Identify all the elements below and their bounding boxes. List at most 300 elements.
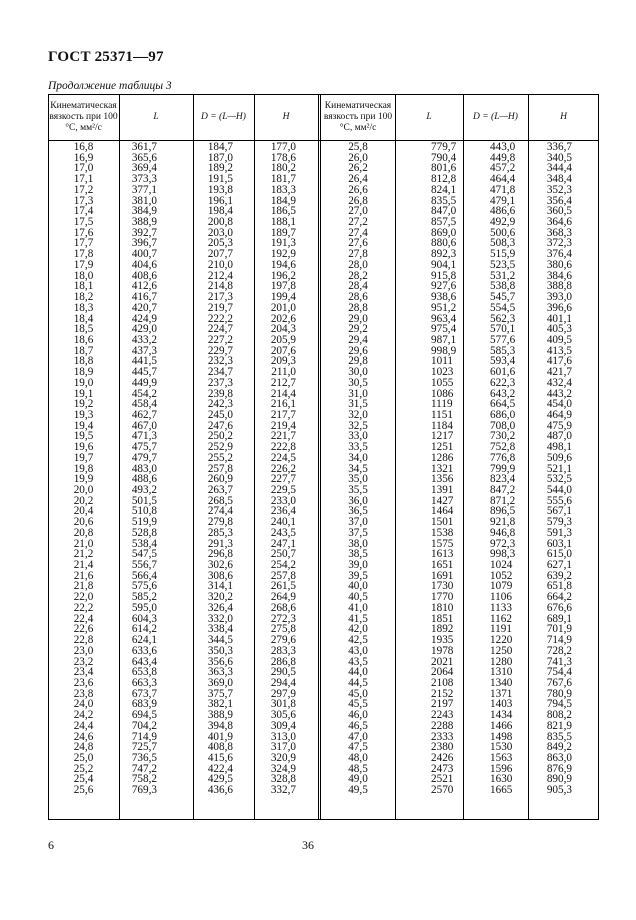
table-cell: 1613 xyxy=(431,548,454,561)
table-cell: 48,0 xyxy=(348,751,368,764)
table-cell: 356,4 xyxy=(546,194,572,207)
table-cell: 296,8 xyxy=(207,548,233,561)
table-cell: 290,5 xyxy=(270,666,296,679)
table-cell: 880,6 xyxy=(431,237,457,250)
table-cell: 227,7 xyxy=(270,473,296,486)
table-cell: 401,1 xyxy=(546,312,572,325)
table-cell: 264,9 xyxy=(270,591,296,604)
table-cell: 443,2 xyxy=(546,387,572,400)
table-cell: 375,7 xyxy=(207,687,233,700)
table-cell: 436,6 xyxy=(207,784,233,797)
table-cell: 531,2 xyxy=(490,269,516,282)
table-cell: 663,3 xyxy=(131,676,157,689)
header-divider xyxy=(48,140,599,141)
table-cell: 18,6 xyxy=(73,333,94,346)
table-cell: 1770 xyxy=(431,591,454,604)
table-cell: 454,0 xyxy=(546,398,572,411)
table-cell: 26,8 xyxy=(348,194,368,207)
table-cell: 676,6 xyxy=(546,601,572,614)
column-D-left xyxy=(193,142,233,796)
table-cell: 622,3 xyxy=(490,376,516,389)
table-cell: 1691 xyxy=(431,569,454,582)
table-cell: 869,0 xyxy=(431,226,457,239)
table-cell: 1011 xyxy=(431,355,453,368)
table-cell: 45,5 xyxy=(348,698,368,711)
table-cell: 42,5 xyxy=(348,634,368,647)
table-cell: 2021 xyxy=(431,655,454,668)
table-cell: 408,8 xyxy=(207,741,233,754)
table-cell: 16,8 xyxy=(73,141,94,153)
table-cell: 257,8 xyxy=(270,569,296,582)
table-cell: 227,2 xyxy=(207,333,233,346)
table-cell: 268,5 xyxy=(207,494,233,507)
table-cell: 39,0 xyxy=(348,559,368,572)
table-cell: 193,8 xyxy=(207,183,233,196)
table-cell: 17,3 xyxy=(73,194,94,207)
table-cell: 196,1 xyxy=(207,194,233,207)
table-cell: 23,4 xyxy=(73,666,94,679)
table-cell: 24,4 xyxy=(73,719,94,732)
table-cell: 18,2 xyxy=(73,291,94,304)
table-cell: 377,1 xyxy=(131,183,157,196)
table-cell: 483,0 xyxy=(131,462,157,475)
table-cell: 2197 xyxy=(431,698,454,711)
table-cell: 1371 xyxy=(490,687,513,700)
table-cell: 25,0 xyxy=(73,751,94,764)
table-cell: 356,6 xyxy=(207,655,233,668)
table-cell: 320,9 xyxy=(270,751,296,764)
table-cell: 1086 xyxy=(431,387,454,400)
table-cell: 189,7 xyxy=(270,226,296,239)
standard-title: ГОСТ 25371—97 xyxy=(48,49,164,65)
table-cell: 523,5 xyxy=(490,258,516,271)
table-cell: 714,9 xyxy=(546,634,572,647)
table-cell: 285,3 xyxy=(207,526,233,539)
table-cell: 381,0 xyxy=(131,194,157,207)
table-cell: 196,2 xyxy=(270,269,296,282)
table-cell: 21,4 xyxy=(73,559,94,572)
table-cell: 24,8 xyxy=(73,741,94,754)
table-cell: 835,5 xyxy=(546,730,572,743)
table-cell: 194,6 xyxy=(270,258,296,271)
table-cell: 239,8 xyxy=(207,387,233,400)
table-cell: 475,9 xyxy=(546,419,572,432)
table-cell: 471,8 xyxy=(490,183,516,196)
table-cell: 593,4 xyxy=(490,355,516,368)
table-cell: 20,0 xyxy=(73,484,94,496)
table-cell: 639,2 xyxy=(546,569,572,582)
table-cell: 21,2 xyxy=(73,548,94,561)
table-cell: 26,4 xyxy=(348,173,368,186)
table-cell: 420,7 xyxy=(131,301,157,314)
table-cell: 445,7 xyxy=(131,366,157,379)
table-cell: 19,4 xyxy=(73,419,94,432)
table-cell: 19,6 xyxy=(73,441,94,454)
table-cell: 205,3 xyxy=(207,237,233,250)
table-cell: 22,0 xyxy=(73,591,94,604)
table-cell: 2473 xyxy=(431,762,454,775)
table-cell: 19,5 xyxy=(73,430,94,443)
table-cell: 614,2 xyxy=(131,623,157,636)
table-cell: 245,0 xyxy=(207,408,233,421)
table-cell: 224,5 xyxy=(270,451,296,464)
table-cell: 752,8 xyxy=(490,441,516,454)
table-cell: 214,8 xyxy=(207,280,233,293)
table-cell: 567,1 xyxy=(546,505,572,518)
table-cell: 388,9 xyxy=(207,709,233,722)
table-cell: 368,3 xyxy=(546,226,572,239)
table-cell: 488,6 xyxy=(131,473,157,486)
table-cell: 2521 xyxy=(431,773,454,786)
table-cell: 188,1 xyxy=(270,216,296,229)
table-cell: 686,0 xyxy=(490,408,516,421)
table-cell: 790,4 xyxy=(431,151,457,164)
table-cell: 361,7 xyxy=(131,141,157,153)
table-cell: 34,0 xyxy=(348,451,368,464)
table-cell: 41,0 xyxy=(348,601,368,614)
table-cell: 17,5 xyxy=(73,216,94,229)
table-cell: 927,6 xyxy=(431,280,457,293)
table-cell: 19,9 xyxy=(73,473,94,486)
table-cell: 824,1 xyxy=(431,183,457,196)
table-cell: 348,4 xyxy=(546,173,572,186)
table-cell: 475,7 xyxy=(131,441,157,454)
table-cell: 429,5 xyxy=(207,773,233,786)
table-cell: 2243 xyxy=(431,709,454,722)
table-cell: 915,8 xyxy=(431,269,457,282)
table-cell: 1978 xyxy=(431,644,454,657)
table-cell: 47,5 xyxy=(348,741,368,754)
table-cell: 555,6 xyxy=(546,494,572,507)
table-cell: 728,2 xyxy=(546,644,572,657)
table-cell: 1730 xyxy=(431,580,454,593)
table-cell: 408,6 xyxy=(131,269,157,282)
table-cell: 17,1 xyxy=(73,173,94,186)
table-cell: 1184 xyxy=(431,419,453,432)
table-cell: 1052 xyxy=(490,569,513,582)
header-H-left: H xyxy=(282,111,290,122)
column-L-left xyxy=(119,142,157,796)
table-cell: 336,7 xyxy=(546,141,572,153)
table-cell: 486,6 xyxy=(490,205,516,218)
table-cell: 18,4 xyxy=(73,312,94,325)
header-viscosity-left: Кинематическая вязкость при 100 °С, мм²/с xyxy=(49,100,118,133)
table-cell: 847,2 xyxy=(490,484,516,496)
table-cell: 730,2 xyxy=(490,430,516,443)
table-cell: 18,9 xyxy=(73,366,94,379)
table-cell: 2570 xyxy=(431,784,454,797)
table-cell: 279,8 xyxy=(207,516,233,529)
table-cell: 694,5 xyxy=(131,709,157,722)
table-cell: 22,2 xyxy=(73,601,94,614)
table-cell: 433,2 xyxy=(131,333,157,346)
table-cell: 689,1 xyxy=(546,612,572,625)
table-cell: 229,5 xyxy=(270,484,296,496)
header-L-left: L xyxy=(153,111,159,122)
table-cell: 21,8 xyxy=(73,580,94,593)
table-cell: 388,8 xyxy=(546,280,572,293)
table-cell: 579,3 xyxy=(546,516,572,529)
table-cell: 20,4 xyxy=(73,505,94,518)
table-cell: 21,0 xyxy=(73,537,94,550)
table-cell: 946,8 xyxy=(490,526,516,539)
column-viscosity-right xyxy=(321,142,395,796)
table-cell: 237,3 xyxy=(207,376,233,389)
table-cell: 360,5 xyxy=(546,205,572,218)
table-cell: 462,7 xyxy=(131,408,157,421)
table-cell: 376,4 xyxy=(546,248,572,261)
header-D-right: D = (L—H) xyxy=(473,111,518,122)
table-cell: 332,7 xyxy=(270,784,296,797)
table-cell: 214,4 xyxy=(270,387,296,400)
table-cell: 19,1 xyxy=(73,387,94,400)
table-cell: 201,0 xyxy=(270,301,296,314)
table-cell: 437,3 xyxy=(131,344,157,357)
table-cell: 416,7 xyxy=(131,291,157,304)
table-cell: 25,4 xyxy=(73,773,94,786)
table-cell: 17,6 xyxy=(73,226,94,239)
table-cell: 22,6 xyxy=(73,623,94,636)
table-cell: 283,3 xyxy=(270,644,296,657)
table-cell: 247,6 xyxy=(207,419,233,432)
table-cell: 449,9 xyxy=(131,376,157,389)
table-cell: 180,2 xyxy=(270,162,296,175)
table-cell: 224,7 xyxy=(207,323,233,336)
table-cell: 255,2 xyxy=(207,451,233,464)
table-cell: 544,0 xyxy=(546,484,572,496)
table-cell: 501,5 xyxy=(131,494,157,507)
table-cell: 19,7 xyxy=(73,451,94,464)
header-H-right: H xyxy=(560,111,567,122)
table-cell: 29,8 xyxy=(348,355,368,368)
table-cell: 301,8 xyxy=(270,698,296,711)
table-cell: 1596 xyxy=(490,762,513,775)
table-cell: 49,0 xyxy=(348,773,368,786)
table-cell: 43,0 xyxy=(348,644,368,657)
table-cell: 232,3 xyxy=(207,355,233,368)
table-cell: 538,4 xyxy=(131,537,157,550)
table-cell: 595,0 xyxy=(131,601,157,614)
table-cell: 653,8 xyxy=(131,666,157,679)
table-cell: 364,6 xyxy=(546,216,572,229)
table-cell: 305,6 xyxy=(270,709,296,722)
table-cell: 863,0 xyxy=(546,751,572,764)
table-cell: 643,2 xyxy=(490,387,516,400)
table-cell: 308,6 xyxy=(207,569,233,582)
table-cell: 515,9 xyxy=(490,248,516,261)
table-cell: 204,3 xyxy=(270,323,296,336)
table-cell: 758,2 xyxy=(131,773,157,786)
table-cell: 240,1 xyxy=(270,516,296,529)
table-cell: 226,2 xyxy=(270,462,296,475)
table-cell: 725,7 xyxy=(131,741,157,754)
table-cell: 28,6 xyxy=(348,291,368,304)
table-cell: 1434 xyxy=(490,709,513,722)
table-cell: 857,5 xyxy=(431,216,457,229)
table-cell: 585,3 xyxy=(490,344,516,357)
table-cell: 18,8 xyxy=(73,355,94,368)
table-cell: 591,3 xyxy=(546,526,572,539)
table-cell: 29,6 xyxy=(348,344,368,357)
table-cell: 48,5 xyxy=(348,762,368,775)
table-cell: 272,3 xyxy=(270,612,296,625)
column-H-right xyxy=(528,142,572,796)
table-cell: 24,2 xyxy=(73,709,94,722)
table-cell: 443,0 xyxy=(490,141,516,153)
table-cell: 1217 xyxy=(431,430,454,443)
table-cell: 890,9 xyxy=(546,773,572,786)
table-cell: 320,2 xyxy=(207,591,233,604)
table-cell: 664,5 xyxy=(490,398,516,411)
table-cell: 219,7 xyxy=(207,301,233,314)
table-cell: 1935 xyxy=(431,634,454,647)
table-cell: 43,5 xyxy=(348,655,368,668)
table-cell: 1310 xyxy=(490,666,513,679)
table-cell: 254,2 xyxy=(270,559,296,572)
table-cell: 972,3 xyxy=(490,537,516,550)
table-cell: 313,0 xyxy=(270,730,296,743)
table-cell: 392,7 xyxy=(131,226,157,239)
table-cell: 189,2 xyxy=(207,162,233,175)
table-cell: 2152 xyxy=(431,687,454,700)
table-cell: 22,4 xyxy=(73,612,94,625)
table-cell: 532,5 xyxy=(546,473,572,486)
table-cell: 34,5 xyxy=(348,462,368,475)
table-cell: 191,3 xyxy=(270,237,296,250)
table-cell: 22,8 xyxy=(73,634,94,647)
table-cell: 191,5 xyxy=(207,173,233,186)
table-cell: 393,0 xyxy=(546,291,572,304)
table-cell: 492,9 xyxy=(490,216,516,229)
table-cell: 963,4 xyxy=(431,312,457,325)
table-cell: 297,9 xyxy=(270,687,296,700)
table-cell: 202,6 xyxy=(270,312,296,325)
table-cell: 30,0 xyxy=(348,366,368,379)
table-cell: 1119 xyxy=(431,398,453,411)
table-cell: 1538 xyxy=(431,526,454,539)
table-cell: 603,1 xyxy=(546,537,572,550)
table-cell: 30,5 xyxy=(348,376,368,389)
table-cell: 31,5 xyxy=(348,398,368,411)
table-cell: 317,0 xyxy=(270,741,296,754)
table-cell: 998,3 xyxy=(490,548,516,561)
table-cell: 998,9 xyxy=(431,344,457,357)
table-cell: 252,9 xyxy=(207,441,233,454)
table-cell: 234,7 xyxy=(207,366,233,379)
table-cell: 458,4 xyxy=(131,398,157,411)
table-cell: 794,5 xyxy=(546,698,572,711)
table-cell: 27,0 xyxy=(348,205,368,218)
table-cell: 20,2 xyxy=(73,494,94,507)
table-cell: 233,0 xyxy=(270,494,296,507)
table-cell: 46,0 xyxy=(348,709,368,722)
table-cell: 1162 xyxy=(490,612,512,625)
table-cell: 780,9 xyxy=(546,687,572,700)
table-cell: 24,0 xyxy=(73,698,94,711)
table-cell: 396,6 xyxy=(546,301,572,314)
table-cell: 36,5 xyxy=(348,505,368,518)
table-cell: 41,5 xyxy=(348,612,368,625)
table-cell: 257,8 xyxy=(207,462,233,475)
table-cell: 344,5 xyxy=(207,634,233,647)
table-cell: 708,0 xyxy=(490,419,516,432)
table-cell: 25,8 xyxy=(348,141,368,153)
table-cell: 1286 xyxy=(431,451,454,464)
table-cell: 1391 xyxy=(431,484,454,496)
table-cell: 1191 xyxy=(490,623,512,636)
table-cell: 538,8 xyxy=(490,280,516,293)
table-cell: 905,3 xyxy=(546,784,572,797)
table-cell: 37,0 xyxy=(348,516,368,529)
table-cell: 2288 xyxy=(431,719,454,732)
table-cell: 373,3 xyxy=(131,173,157,186)
table-cell: 849,2 xyxy=(546,741,572,754)
table-cell: 1133 xyxy=(490,601,512,614)
table-cell: 229,7 xyxy=(207,344,233,357)
table-cell: 1630 xyxy=(490,773,513,786)
table-cell: 29,4 xyxy=(348,333,368,346)
column-L-right xyxy=(431,142,463,796)
table-cell: 46,5 xyxy=(348,719,368,732)
table-cell: 394,8 xyxy=(207,719,233,732)
table-cell: 352,3 xyxy=(546,183,572,196)
table-cell: 38,0 xyxy=(348,537,368,550)
table-cell: 479,7 xyxy=(131,451,157,464)
table-cell: 1563 xyxy=(490,751,513,764)
table-cell: 32,0 xyxy=(348,408,368,421)
table-cell: 1321 xyxy=(431,462,454,475)
table-cell: 404,6 xyxy=(131,258,157,271)
table-cell: 19,8 xyxy=(73,462,94,475)
table-cell: 18,1 xyxy=(73,280,94,293)
table-cell: 28,4 xyxy=(348,280,368,293)
table-cell: 203,0 xyxy=(207,226,233,239)
table-cell: 382,1 xyxy=(207,698,233,711)
table-cell: 197,8 xyxy=(270,280,296,293)
table-cell: 28,8 xyxy=(348,301,368,314)
table-cell: 812,8 xyxy=(431,173,457,186)
table-cell: 904,1 xyxy=(431,258,457,271)
table-cell: 1851 xyxy=(431,612,454,625)
col-divider xyxy=(463,94,464,820)
table-cell: 200,8 xyxy=(207,216,233,229)
table-caption: Продолжение таблицы 3 xyxy=(48,80,172,92)
table-cell: 207,6 xyxy=(270,344,296,357)
table-cell: 1055 xyxy=(431,376,454,389)
table-cell: 17,9 xyxy=(73,258,94,271)
table-cell: 500,6 xyxy=(490,226,516,239)
table-cell: 1810 xyxy=(431,601,454,614)
table-cell: 309,4 xyxy=(270,719,296,732)
table-cell: 275,8 xyxy=(270,623,296,636)
table-cell: 384,9 xyxy=(131,205,157,218)
table-cell: 177,0 xyxy=(270,141,296,153)
table-cell: 424,9 xyxy=(131,312,157,325)
table-cell: 338,4 xyxy=(207,623,233,636)
table-cell: 1498 xyxy=(490,730,513,743)
table-cell: 566,4 xyxy=(131,569,157,582)
table-cell: 467,0 xyxy=(131,419,157,432)
table-cell: 250,7 xyxy=(270,548,296,561)
table-cell: 328,8 xyxy=(270,773,296,786)
table-cell: 26,2 xyxy=(348,162,368,175)
table-cell: 27,4 xyxy=(348,226,368,239)
table-cell: 562,3 xyxy=(490,312,516,325)
table-cell: 221,7 xyxy=(270,430,296,443)
table-cell: 192,9 xyxy=(270,248,296,261)
table-cell: 18,3 xyxy=(73,301,94,314)
table-cell: 209,3 xyxy=(270,355,296,368)
